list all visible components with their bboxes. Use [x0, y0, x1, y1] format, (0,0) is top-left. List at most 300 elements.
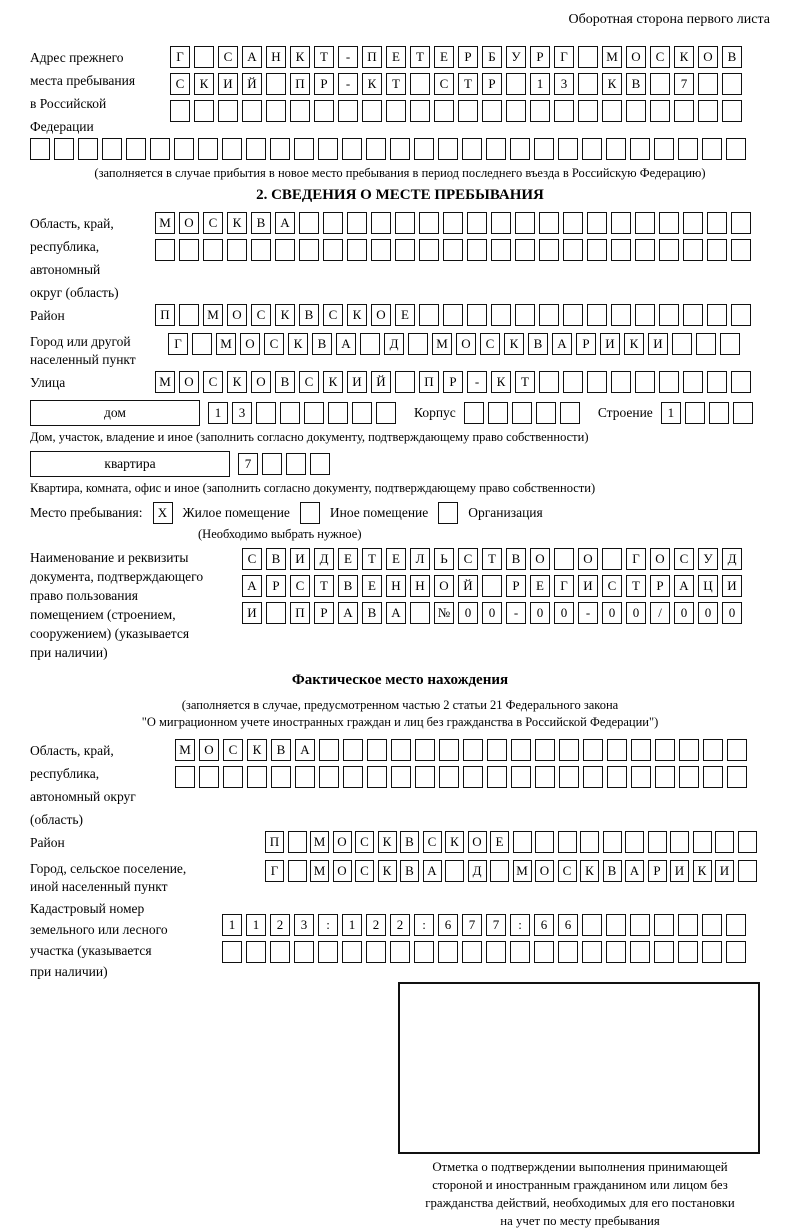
korpus-cells	[464, 402, 584, 424]
form-cell: Р	[576, 333, 596, 355]
form-cell	[227, 239, 247, 261]
form-cell	[170, 100, 190, 122]
form-cell: 0	[602, 602, 622, 624]
form-cell	[515, 212, 535, 234]
form-cell: Г	[554, 575, 574, 597]
form-cell: С	[264, 333, 284, 355]
form-cell	[487, 739, 507, 761]
form-cell	[491, 239, 511, 261]
form-cell	[414, 941, 434, 963]
form-cell	[738, 831, 757, 853]
prev-address-row-3	[170, 100, 770, 122]
form-cell: 1	[208, 402, 228, 424]
form-cell: В	[722, 46, 742, 68]
form-cell: Д	[468, 860, 487, 882]
form-cell	[685, 402, 705, 424]
form-cell: В	[266, 548, 286, 570]
form-cell	[702, 138, 722, 160]
region-label: Область, край, республика, автономный округ (область)	[30, 216, 119, 300]
form-cell	[654, 138, 674, 160]
form-cell	[607, 739, 627, 761]
form-cell	[731, 304, 751, 326]
form-cell	[419, 239, 439, 261]
form-cell	[222, 941, 242, 963]
form-cell: И	[715, 860, 734, 882]
form-cell: Т	[626, 575, 646, 597]
form-cell: В	[400, 831, 419, 853]
form-cell: И	[648, 333, 668, 355]
form-cell: К	[362, 73, 382, 95]
form-cell: М	[310, 831, 329, 853]
form-cell	[415, 766, 435, 788]
form-cell	[631, 739, 651, 761]
form-cell	[515, 304, 535, 326]
form-cell	[683, 371, 703, 393]
form-cell	[464, 402, 484, 424]
form-cell: 2	[366, 914, 386, 936]
form-cell	[506, 73, 526, 95]
form-cell: А	[552, 333, 572, 355]
form-cell: Т	[386, 73, 406, 95]
actual-district-row	[265, 831, 760, 853]
form-cell	[539, 212, 559, 234]
form-cell	[30, 138, 50, 160]
form-cell	[445, 860, 464, 882]
form-cell	[733, 402, 753, 424]
form-cell: К	[491, 371, 511, 393]
form-cell: 3	[232, 402, 252, 424]
form-cell: И	[578, 575, 598, 597]
form-cell	[246, 941, 266, 963]
form-cell: -	[578, 602, 598, 624]
form-cell: М	[155, 212, 175, 234]
form-cell: М	[203, 304, 223, 326]
form-cell: М	[155, 371, 175, 393]
form-cell	[513, 831, 532, 853]
form-cell: К	[602, 73, 622, 95]
form-cell: К	[378, 860, 397, 882]
form-cell: 1	[222, 914, 242, 936]
form-cell: А	[386, 602, 406, 624]
actual-city-block	[30, 860, 770, 896]
form-cell: Т	[314, 46, 334, 68]
form-cell: 1	[342, 914, 362, 936]
form-cell	[462, 138, 482, 160]
form-cell: Р	[314, 73, 334, 95]
form-cell	[630, 138, 650, 160]
form-cell: /	[650, 602, 670, 624]
street-label: Улица	[30, 375, 66, 390]
form-cell: В	[271, 739, 291, 761]
form-cell	[415, 739, 435, 761]
form-cell	[482, 575, 502, 597]
form-cell: Т	[515, 371, 535, 393]
form-cell	[679, 766, 699, 788]
actual-region-row-1	[175, 739, 770, 761]
form-cell: О	[456, 333, 476, 355]
form-cell	[727, 766, 747, 788]
form-cell	[262, 453, 282, 475]
district-label: Район	[30, 308, 65, 323]
form-cell	[726, 914, 746, 936]
form-cell: М	[216, 333, 236, 355]
form-cell: К	[275, 304, 295, 326]
form-cell: О	[199, 739, 219, 761]
form-cell	[410, 73, 430, 95]
form-cell: О	[179, 212, 199, 234]
form-cell	[654, 914, 674, 936]
region-row-1	[155, 212, 770, 234]
form-cell	[603, 831, 622, 853]
form-cell	[587, 304, 607, 326]
form-cell	[626, 100, 646, 122]
form-cell	[611, 239, 631, 261]
form-cell	[319, 739, 339, 761]
prev-address-row-2	[170, 73, 770, 95]
street-block	[30, 371, 770, 398]
form-cell	[174, 138, 194, 160]
cadastre-row-1	[222, 914, 770, 936]
form-cell	[367, 739, 387, 761]
stay-type-row	[30, 502, 770, 524]
form-cell	[558, 941, 578, 963]
stay-type-checkbox-other[interactable]	[300, 502, 320, 524]
form-cell: Е	[530, 575, 550, 597]
form-cell: В	[275, 371, 295, 393]
form-cell	[366, 138, 386, 160]
form-cell	[670, 831, 689, 853]
form-cell: 2	[390, 914, 410, 936]
form-cell	[587, 239, 607, 261]
form-cell	[288, 860, 307, 882]
form-cell	[731, 212, 751, 234]
prev-address-label: Адрес прежнего места пребывания в Российской Федерации	[30, 50, 136, 134]
form-cell: Р	[314, 602, 334, 624]
form-cell	[343, 766, 363, 788]
form-cell	[491, 304, 511, 326]
form-cell	[376, 402, 396, 424]
form-cell: М	[602, 46, 622, 68]
form-cell: С	[650, 46, 670, 68]
form-cell	[318, 941, 338, 963]
form-cell: О	[468, 831, 487, 853]
form-cell	[371, 212, 391, 234]
form-cell	[563, 212, 583, 234]
form-cell: 0	[722, 602, 742, 624]
form-cell	[290, 100, 310, 122]
form-cell: -	[506, 602, 526, 624]
form-cell: :	[318, 914, 338, 936]
form-cell	[515, 239, 535, 261]
form-cell	[611, 371, 631, 393]
form-cell: М	[513, 860, 532, 882]
stay-type-checkbox-residential[interactable]: X	[153, 502, 173, 524]
form-cell: К	[674, 46, 694, 68]
form-cell: Й	[242, 73, 262, 95]
form-cell: И	[600, 333, 620, 355]
form-cell: А	[423, 860, 442, 882]
form-cell: Г	[265, 860, 284, 882]
apartment-cells	[238, 453, 334, 475]
form-cell: С	[602, 575, 622, 597]
form-cell	[179, 239, 199, 261]
form-cell	[347, 239, 367, 261]
form-cell	[266, 602, 286, 624]
form-cell	[266, 100, 286, 122]
form-cell: С	[203, 371, 223, 393]
form-cell	[247, 766, 267, 788]
form-cell: И	[722, 575, 742, 597]
house-note: Дом, участок, владение и иное (заполнить согласно документу, подтверждающему право собственности)	[30, 430, 589, 444]
form-cell	[678, 914, 698, 936]
form-cell	[578, 100, 598, 122]
document-row-2	[242, 575, 770, 597]
form-cell: В	[400, 860, 419, 882]
form-cell: Д	[314, 548, 334, 570]
form-cell	[559, 739, 579, 761]
form-cell: А	[242, 46, 262, 68]
stay-type-option-organization: Организация	[468, 505, 543, 520]
form-cell	[462, 941, 482, 963]
form-cell	[703, 739, 723, 761]
form-cell	[635, 212, 655, 234]
actual-district-label: Район	[30, 835, 65, 850]
form-cell: П	[290, 602, 310, 624]
form-cell: К	[227, 371, 247, 393]
form-cell: С	[423, 831, 442, 853]
form-cell	[510, 941, 530, 963]
form-cell: 3	[554, 73, 574, 95]
form-cell	[720, 333, 740, 355]
form-cell: Р	[530, 46, 550, 68]
form-cell: В	[299, 304, 319, 326]
form-cell: В	[312, 333, 332, 355]
form-cell	[323, 239, 343, 261]
form-cell: Ц	[698, 575, 718, 597]
form-cell: О	[434, 575, 454, 597]
form-cell	[319, 766, 339, 788]
region-block	[30, 212, 770, 304]
form-cell: -	[467, 371, 487, 393]
form-cell	[535, 739, 555, 761]
form-cell	[582, 941, 602, 963]
form-cell	[511, 766, 531, 788]
form-cell: О	[578, 548, 598, 570]
form-cell: М	[432, 333, 452, 355]
form-cell	[511, 739, 531, 761]
form-cell	[630, 941, 650, 963]
form-cell	[286, 453, 306, 475]
form-cell: К	[378, 831, 397, 853]
stamp-caption: Отметка о подтверждении выполнения принимающей стороной и иностранным гражданином или лицом без гражданства действий, необходимых для его постановки на учет по месту пребывания	[425, 1160, 735, 1228]
form-cell: К	[445, 831, 464, 853]
form-cell	[702, 941, 722, 963]
form-cell	[175, 766, 195, 788]
form-cell: С	[558, 860, 577, 882]
form-cell: О	[535, 860, 554, 882]
form-cell	[539, 371, 559, 393]
form-cell: К	[194, 73, 214, 95]
form-cell: М	[310, 860, 329, 882]
form-cell	[338, 100, 358, 122]
form-cell	[630, 914, 650, 936]
form-cell: О	[333, 860, 352, 882]
form-cell: К	[227, 212, 247, 234]
form-cell	[347, 212, 367, 234]
form-cell: В	[506, 548, 526, 570]
apartment-box: квартира	[30, 451, 230, 477]
form-cell: Е	[386, 46, 406, 68]
form-cell	[488, 402, 508, 424]
form-cell	[395, 371, 415, 393]
form-cell: К	[323, 371, 343, 393]
form-cell	[126, 138, 146, 160]
form-cell	[467, 239, 487, 261]
form-cell	[727, 739, 747, 761]
form-cell	[560, 402, 580, 424]
form-cell	[482, 100, 502, 122]
actual-region-row-2	[175, 766, 770, 788]
form-cell	[635, 371, 655, 393]
form-cell: К	[580, 860, 599, 882]
form-cell	[318, 138, 338, 160]
form-cell	[554, 548, 574, 570]
form-cell	[674, 100, 694, 122]
form-cell: Г	[626, 548, 646, 570]
actual-district-block	[30, 831, 770, 858]
form-cell: П	[362, 46, 382, 68]
cadastre-block	[30, 898, 770, 982]
form-cell: А	[242, 575, 262, 597]
actual-city-label: Город, сельское поселение, иной населенный пункт	[30, 861, 187, 894]
form-cell	[580, 831, 599, 853]
form-cell: В	[251, 212, 271, 234]
form-cell: С	[170, 73, 190, 95]
form-cell	[631, 766, 651, 788]
form-cell: С	[323, 304, 343, 326]
form-cell	[635, 239, 655, 261]
form-cell: 1	[530, 73, 550, 95]
form-cell	[731, 371, 751, 393]
form-cell	[655, 766, 675, 788]
form-cell	[707, 304, 727, 326]
form-cell	[78, 138, 98, 160]
form-cell: Е	[395, 304, 415, 326]
form-cell	[328, 402, 348, 424]
form-cell	[366, 941, 386, 963]
form-cell	[487, 766, 507, 788]
form-cell: А	[295, 739, 315, 761]
form-cell: Г	[168, 333, 188, 355]
apartment-note: Квартира, комната, офис и иное (заполнить согласно документу, подтверждающему право собственности)	[30, 481, 596, 495]
form-cell	[299, 239, 319, 261]
form-cell	[270, 941, 290, 963]
form-cell	[602, 100, 622, 122]
stroenie-label: Строение	[597, 405, 653, 420]
form-cell	[352, 402, 372, 424]
form-cell	[150, 138, 170, 160]
form-cell	[683, 212, 703, 234]
form-cell: И	[242, 602, 262, 624]
section2-title: 2. СВЕДЕНИЯ О МЕСТЕ ПРЕБЫВАНИЯ	[256, 187, 544, 203]
form-cell: 7	[674, 73, 694, 95]
form-cell	[443, 239, 463, 261]
form-cell	[583, 766, 603, 788]
form-cell: :	[414, 914, 434, 936]
form-cell	[606, 138, 626, 160]
form-cell: 7	[486, 914, 506, 936]
form-cell	[275, 239, 295, 261]
form-cell	[395, 239, 415, 261]
form-cell	[698, 73, 718, 95]
form-cell	[395, 212, 415, 234]
document-row-3	[242, 602, 770, 624]
prev-address-note: (заполняется в случае прибытия в новое место пребывания в период последнего въезда в Российскую Федерацию)	[94, 166, 706, 180]
form-cell: К	[504, 333, 524, 355]
form-cell: Г	[554, 46, 574, 68]
form-cell	[299, 212, 319, 234]
form-cell	[683, 304, 703, 326]
form-cell: К	[288, 333, 308, 355]
form-cell	[659, 212, 679, 234]
form-cell: 0	[698, 602, 718, 624]
form-cell	[650, 73, 670, 95]
form-cell	[256, 402, 276, 424]
form-cell: Т	[410, 46, 430, 68]
form-cell	[438, 941, 458, 963]
form-cell	[486, 941, 506, 963]
form-cell	[386, 100, 406, 122]
form-cell: А	[336, 333, 356, 355]
korpus-label: Корпус	[414, 405, 456, 420]
form-cell	[295, 766, 315, 788]
form-cell: 0	[530, 602, 550, 624]
form-cell	[443, 304, 463, 326]
form-cell: Л	[410, 548, 430, 570]
form-cell	[408, 333, 428, 355]
form-cell	[722, 73, 742, 95]
form-cell: И	[290, 548, 310, 570]
form-cell: О	[179, 371, 199, 393]
form-cell	[242, 100, 262, 122]
form-cell	[463, 766, 483, 788]
form-cell: С	[458, 548, 478, 570]
form-cell	[654, 941, 674, 963]
form-cell: С	[242, 548, 262, 570]
form-cell: П	[265, 831, 284, 853]
form-cell: -	[338, 73, 358, 95]
form-cell	[246, 138, 266, 160]
form-cell	[439, 739, 459, 761]
form-cell	[738, 860, 757, 882]
form-cell: О	[227, 304, 247, 326]
form-cell: 0	[554, 602, 574, 624]
district-block	[30, 304, 770, 331]
form-cell	[659, 239, 679, 261]
form-cell	[707, 239, 727, 261]
form-cell	[463, 739, 483, 761]
form-cell: П	[155, 304, 175, 326]
form-cell	[439, 766, 459, 788]
house-box: дом	[30, 400, 200, 426]
form-cell	[414, 138, 434, 160]
form-cell	[391, 766, 411, 788]
form-cell: А	[275, 212, 295, 234]
cadastre-row-2	[222, 941, 770, 963]
form-cell	[563, 239, 583, 261]
form-cell: Ь	[434, 548, 454, 570]
stay-type-checkbox-organization[interactable]	[438, 502, 458, 524]
